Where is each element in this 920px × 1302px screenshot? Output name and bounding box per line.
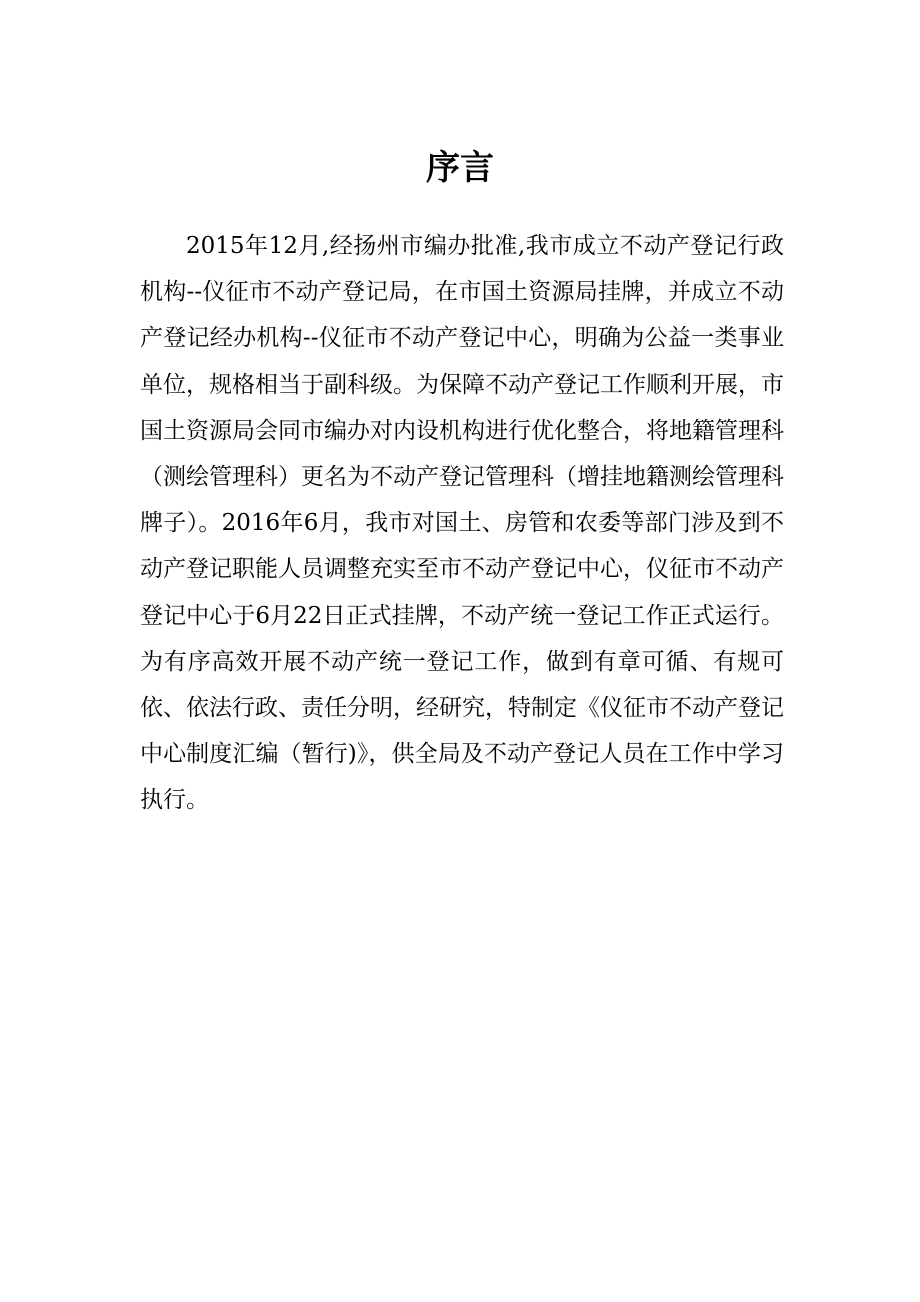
page-title: 序言 [426,148,494,188]
preface-paragraph: 2015年12月,经扬州市编办批准,我市成立不动产登记行政机构--仪征市不动产登记局，在市国土资源局挂牌，并成立不动产登记经办机构--仪征市不动产登记中心，明确为公益一类事业单位，规格相当于副科级。为保障不动产登记工作顺利开展，市国土资源局会同市编办对内设机构进行优化整合，将地籍管理科（测绘管理科）更名为不动产登记管理科（增挂地籍测绘管理科牌子）。2016年6月，我市对国土、房管和农委等部门涉及到不动产登记职能人员调整充实至市不动产登记中心，仪征市不动产登记中心于6月22日正式挂牌，不动产统一登记工作正式运行。为有序高效开展不动产统一登记工作，做到有章可循、有规可依、依法行政、责任分明，经研究，特制定《仪征市不动产登记中心制度汇编（暂行)》，供全局及不动产登记人员在工作中学习执行。 [140,233,784,814]
